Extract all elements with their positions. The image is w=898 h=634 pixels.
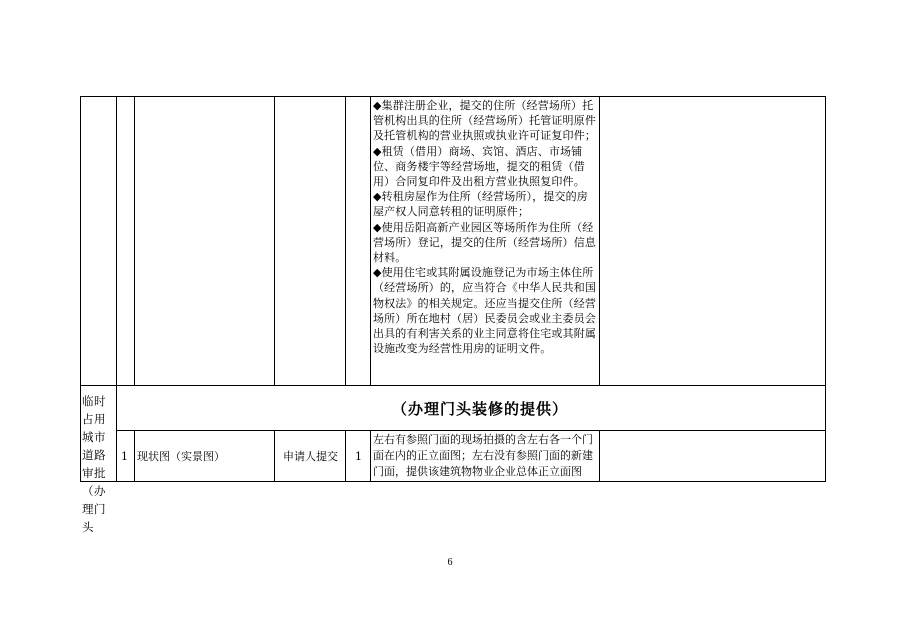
table-col-divider — [345, 430, 346, 482]
page-number: 6 — [447, 557, 453, 568]
table-bottom-border — [80, 481, 826, 482]
material-requirement: 左右有参照门面的现场拍摄的含左右各一个门面在内的正立面图；左右没有参照门面的新建门面，提供该建筑物物业企业总体正立面图 — [373, 433, 593, 478]
table-top-border — [80, 96, 826, 97]
requirement-item: ◆租赁（借用）商场、宾馆、酒店、市场铺位、商务楼宇等经营场地，提交的租赁（借用）合同复印件及出租方营业执照复印件。 — [373, 144, 585, 189]
table-col-divider — [274, 96, 275, 386]
requirement-item: ◆使用住宅或其附属设施登记为市场主体住所（经营场所）的，应当符合《中华人民共和国物权法》的相关规定。还应当提交住所（经营场所）所在地村（居）民委员会或业主委员会出具的有利害关系的业主同意将住宅或其附属设施改变为经营性用房的证明文件。 — [373, 266, 596, 356]
table-col-divider — [134, 96, 135, 386]
table-col-divider — [134, 430, 135, 482]
table-right-border — [825, 96, 826, 482]
requirement-item: ◆转租房屋作为住所（经营场所），提交的房屋产权人同意转租的证明原件； — [373, 190, 588, 219]
material-source: 申请人提交 — [283, 450, 338, 463]
material-name: 现状图（实景图） — [137, 450, 225, 463]
table-col-divider — [370, 430, 371, 482]
table-col-divider — [274, 430, 275, 482]
requirement-item: ◆使用岳阳高新产业园区等场所作为住所（经营场所）登记，提交的住所（经营场所）信息材料。 — [373, 220, 596, 265]
requirement-item: ◆集群注册企业，提交的住所（经营场所）托管机构出具的住所（经营场所）托管证明原件及托管机构的营业执照或执业许可证复印件； — [373, 99, 596, 143]
table-left-border — [80, 96, 81, 482]
item-category-label: 临时占用城市道路审批（办理门头 — [82, 394, 106, 534]
material-index: 1 — [121, 450, 128, 463]
table-col-divider — [116, 96, 117, 482]
section-title: （办理门头装修的提供） — [391, 400, 568, 418]
table-col-divider — [370, 96, 371, 386]
table-col-divider — [345, 96, 346, 386]
table-row-divider — [116, 430, 826, 431]
material-copies: 1 — [355, 450, 362, 463]
table-col-divider — [599, 96, 600, 386]
table-row-divider — [80, 385, 826, 386]
requirements-cell — [373, 98, 599, 356]
table-col-divider — [599, 430, 600, 482]
